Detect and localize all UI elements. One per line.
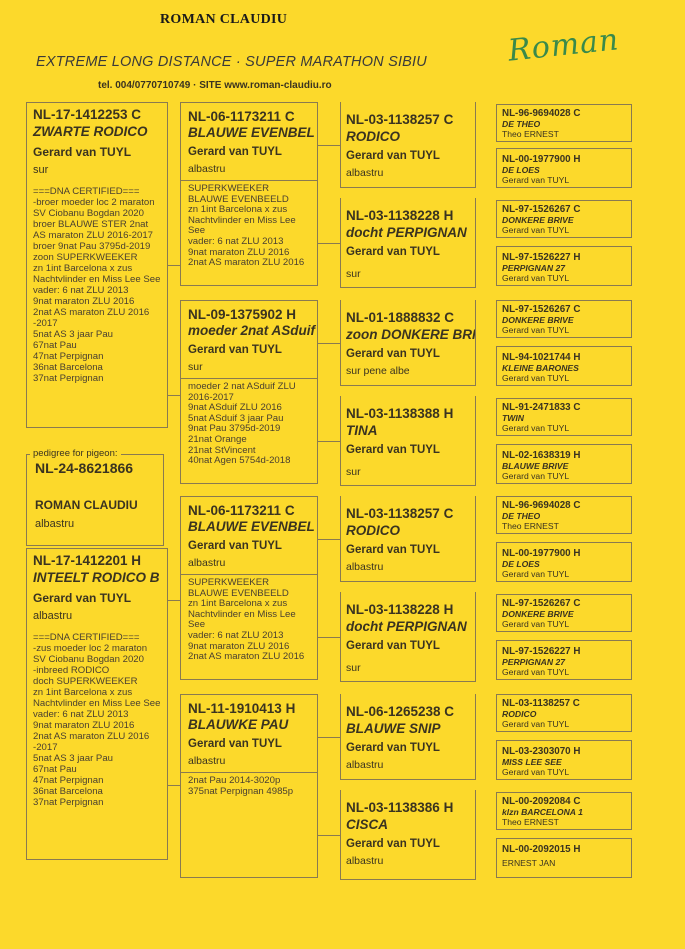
sire-box	[26, 102, 168, 428]
great-grandparent-box	[340, 396, 476, 486]
great-grandparent-box	[340, 198, 476, 288]
pigeon-breeder: Theo ERNEST	[502, 817, 559, 827]
pigeon-color: albastru	[346, 561, 384, 573]
pigeon-ring: NL-97-1526267 C	[502, 204, 581, 215]
pigeon-ring: NL-06-1173211 C	[188, 503, 295, 518]
header-contact: tel. 004/0770710749 · SITE www.roman-claudiu.ro	[98, 80, 332, 91]
pigeon-ring: NL-06-1173211 C	[188, 109, 295, 124]
great-grandparent-box	[340, 694, 476, 780]
gen4-box	[496, 346, 632, 386]
pigeon-ring: NL-00-1977900 H	[502, 548, 581, 559]
pigeon-breeder: Gerard van TUYL	[502, 667, 570, 677]
pigeon-breeder: Gerard van TUYL	[346, 150, 440, 162]
pigeon-ring: NL-00-2092015 H	[502, 844, 581, 855]
gen4-box	[496, 300, 632, 338]
pigeon-name: TINA	[346, 423, 378, 438]
pigeon-notes: SUPERKWEEKER BLAUWE EVENBEELD zn 1int Barcelona x zus Nachtvlinder en Miss Lee See vader: 6 nat ZLU 2013 9nat maraton ZLU 2016 2nat AS maraton ZLU 2016	[188, 183, 305, 269]
signature: Roman	[506, 22, 621, 69]
pigeon-breeder: Gerard van TUYL	[346, 640, 440, 652]
pigeon-notes: ===DNA CERTIFIED=== -zus moeder loc 2 maraton SV Ciobanu Bogdan 2020 -inbreed RODICO doch SUPERKWEEKER zn 1int Barcelona x zus Nachtvlinder en Miss Lee See vader: 6 nat ZLU 2013 9nat maraton ZLU 2016 2nat AS maraton ZLU 2016 -2017 5nat AS 3 jaar Pau 67nat Pau 47nat Perpignan 36nat Barcelona 37nat Perpignan	[33, 632, 161, 808]
pigeon-color: albastru	[188, 755, 226, 767]
gen4-box	[496, 838, 632, 878]
connector-line	[318, 637, 340, 638]
pigeon-ring: NL-11-1910413 H	[188, 701, 296, 716]
connector-line	[168, 395, 180, 396]
pigeon-breeder: Gerard van TUYL	[502, 569, 570, 579]
pigeon-name: RODICO	[346, 129, 400, 144]
pigeon-color: albastru	[33, 610, 73, 622]
pigeon-ring: NL-03-1138257 C	[346, 506, 454, 521]
divider	[181, 180, 317, 181]
pigeon-breeder: Gerard van TUYL	[346, 838, 440, 850]
pigeon-color: sur	[188, 361, 203, 373]
pigeon-name: klzn BARCELONA 1	[502, 807, 583, 817]
subject-box	[26, 454, 164, 546]
pigeon-breeder: Gerard van TUYL	[188, 540, 282, 552]
pigeon-ring: NL-03-1138257 C	[502, 698, 580, 709]
header-subtitle: EXTREME LONG DISTANCE · SUPER MARATHON SIBIU	[36, 54, 427, 70]
pigeon-name: DE LOES	[502, 165, 540, 175]
pigeon-name: BLAUWKE PAU	[188, 717, 289, 732]
connector-line	[318, 835, 340, 836]
pigeon-color: sur pene albe	[346, 365, 410, 377]
pigeon-breeder: Gerard van TUYL	[33, 591, 132, 605]
gen4-box	[496, 740, 632, 780]
pigeon-breeder: Gerard van TUYL	[346, 544, 440, 556]
connector-line	[318, 343, 340, 344]
gen4-box	[496, 200, 632, 238]
gen4-box	[496, 246, 632, 286]
pigeon-name: BLAUWE EVENBEL	[188, 125, 315, 140]
grandparent-box	[180, 496, 318, 680]
connector-line	[318, 737, 340, 738]
great-grandparent-box	[340, 592, 476, 682]
dam-box	[26, 548, 168, 860]
pigeon-color: sur	[346, 268, 361, 280]
pigeon-breeder: Gerard van TUYL	[502, 325, 570, 335]
gen4-box	[496, 640, 632, 680]
grandparent-box	[180, 300, 318, 484]
pigeon-ring: NL-97-1526267 C	[502, 304, 581, 315]
pigeon-breeder: Gerard van TUYL	[502, 719, 570, 729]
pigeon-breeder: Gerard van TUYL	[346, 444, 440, 456]
pigeon-breeder: Gerard van TUYL	[346, 742, 440, 754]
pigeon-breeder: Gerard van TUYL	[502, 225, 570, 235]
pigeon-ring: NL-03-2303070 H	[502, 746, 581, 757]
pigeon-breeder: Gerard van TUYL	[188, 738, 282, 750]
pigeon-breeder: Gerard van TUYL	[502, 423, 570, 433]
pigeon-breeder: Gerard van TUYL	[502, 471, 570, 481]
pigeon-name: MISS LEE SEE	[502, 757, 562, 767]
pigeon-name: RODICO	[502, 709, 537, 719]
pigeon-color: albastru	[346, 759, 384, 771]
gen4-box	[496, 444, 632, 484]
pigeon-name: PERPIGNAN 27	[502, 657, 566, 667]
pigeon-ring: NL-03-1138228 H	[346, 602, 454, 617]
pigeon-ring: NL-06-1265238 C	[346, 704, 455, 719]
pigeon-ring: NL-17-1412201 H	[33, 553, 142, 568]
pigeon-color: sur	[346, 466, 361, 478]
pigeon-notes: moeder 2 nat ASduif ZLU 2016-2017 9nat ASduif ZLU 2016 5nat ASduif 3 jaar Pau 9nat Pau 3795d-2019 21nat Orange 21nat StVincent 40nat Agen 5754d-2018	[188, 381, 296, 467]
pigeon-name: TWIN	[502, 413, 524, 423]
pigeon-breeder: Gerard van TUYL	[188, 146, 282, 158]
gen4-box	[496, 594, 632, 632]
pigeon-color: sur	[346, 662, 361, 674]
pigeon-name: moeder 2nat ASduif	[188, 323, 316, 338]
pigeon-name: BLAUWE EVENBEL	[188, 519, 315, 534]
connector-line	[168, 785, 180, 786]
subject-ring: NL-24-8621866	[35, 460, 134, 476]
pigeon-name: BLAUWE SNIP	[346, 721, 441, 736]
pigeon-breeder: Gerard van TUYL	[33, 145, 132, 159]
connector-line	[168, 265, 180, 266]
pigeon-ring: NL-97-1526227 H	[502, 646, 581, 657]
divider	[181, 378, 317, 379]
great-grandparent-box	[340, 496, 476, 582]
pigeon-breeder: Gerard van TUYL	[502, 273, 570, 283]
pigeon-name: DONKERE BRIVE	[502, 215, 574, 225]
pigeon-name: DONKERE BRIVE	[502, 315, 574, 325]
connector-line	[318, 145, 340, 146]
subject-color: albastru	[35, 518, 75, 530]
pigeon-name: RODICO	[346, 523, 400, 538]
pigeon-color: albastru	[346, 167, 384, 179]
pigeon-ring: NL-91-2471833 C	[502, 402, 581, 413]
breeder-name: ROMAN CLAUDIU	[160, 12, 288, 27]
pigeon-color: albastru	[188, 163, 226, 175]
pigeon-breeder: Gerard van TUYL	[346, 246, 440, 258]
gen4-box	[496, 542, 632, 582]
pigeon-ring: NL-09-1375902 H	[188, 307, 297, 322]
connector-line	[318, 243, 340, 244]
pigeon-name: BLAUWE BRIVE	[502, 461, 569, 471]
pigeon-notes: SUPERKWEEKER BLAUWE EVENBEELD zn 1int Barcelona x zus Nachtvlinder en Miss Lee See vader: 6 nat ZLU 2013 9nat maraton ZLU 2016 2nat AS maraton ZLU 2016	[188, 577, 305, 663]
pigeon-name: INTEELT RODICO B	[33, 570, 160, 585]
gen4-box	[496, 496, 632, 534]
pigeon-ring: NL-00-1977900 H	[502, 154, 581, 165]
great-grandparent-box	[340, 790, 476, 880]
connector-line	[318, 539, 340, 540]
pigeon-ring: NL-97-1526227 H	[502, 252, 581, 263]
pigeon-name: KLEINE BARONES	[502, 363, 579, 373]
grandparent-box	[180, 102, 318, 286]
pigeon-name: docht PERPIGNAN	[346, 619, 467, 634]
pigeon-notes: ===DNA CERTIFIED=== -broer moeder loc 2 maraton SV Ciobanu Bogdan 2020 broer BLAUWE STER 2nat AS maraton ZLU 2016-2017 broer 9nat Pau 3795d-2019 zoon SUPERKWEEKER zn 1int Barcelona x zus Nachtvlinder en Miss Lee See vader: 6 nat ZLU 2013 9nat maraton ZLU 2016 2nat AS maraton ZLU 2016 -2017 5nat AS 3 jaar Pau 67nat Pau 47nat Perpignan 36nat Barcelona 37nat Perpignan	[33, 186, 161, 384]
pigeon-ring: NL-03-1138228 H	[346, 208, 454, 223]
pigeon-breeder: Theo ERNEST	[502, 521, 559, 531]
pigeon-notes: 2nat Pau 2014-3020p 375nat Perpignan 4985p	[188, 775, 294, 797]
pigeon-breeder: Gerard van TUYL	[188, 344, 282, 356]
divider	[181, 574, 317, 575]
pigeon-breeder: Gerard van TUYL	[502, 619, 570, 629]
subject-label: pedigree for pigeon:	[30, 448, 121, 459]
pigeon-name: PERPIGNAN 27	[502, 263, 566, 273]
gen4-box	[496, 104, 632, 142]
subject-owner: ROMAN CLAUDIU	[35, 498, 138, 512]
connector-line	[168, 600, 180, 601]
pigeon-ring: NL-01-1888832 C	[346, 310, 455, 325]
pigeon-name: zoon DONKERE BRI	[346, 327, 476, 342]
gen4-box	[496, 792, 632, 830]
pigeon-color: albastru	[188, 557, 226, 569]
gen4-box	[496, 148, 632, 188]
pigeon-name: DE THEO	[502, 511, 541, 521]
grandparent-box	[180, 694, 318, 878]
pigeon-ring: NL-96-9694028 C	[502, 500, 581, 511]
pigeon-name: ZWARTE RODICO	[33, 124, 148, 139]
pigeon-color: albastru	[346, 855, 384, 867]
pigeon-name: CISCA	[346, 817, 389, 832]
pigeon-name: DE THEO	[502, 119, 541, 129]
divider	[181, 772, 317, 773]
pigeon-name: DE LOES	[502, 559, 540, 569]
pigeon-ring: NL-03-1138386 H	[346, 800, 454, 815]
pigeon-breeder: ERNEST JAN	[502, 858, 556, 868]
pigeon-name: DONKERE BRIVE	[502, 609, 574, 619]
pigeon-breeder: Theo ERNEST	[502, 129, 559, 139]
pigeon-color: sur	[33, 164, 49, 176]
gen4-box	[496, 694, 632, 732]
gen4-box	[496, 398, 632, 436]
pigeon-ring: NL-17-1412253 C	[33, 107, 142, 122]
pigeon-ring: NL-00-2092084 C	[502, 796, 581, 807]
pigeon-breeder: Gerard van TUYL	[346, 348, 440, 360]
pigeon-breeder: Gerard van TUYL	[502, 175, 570, 185]
pigeon-breeder: Gerard van TUYL	[502, 373, 570, 383]
pigeon-name: docht PERPIGNAN	[346, 225, 467, 240]
pigeon-ring: NL-02-1638319 H	[502, 450, 581, 461]
connector-line	[318, 441, 340, 442]
pigeon-breeder: Gerard van TUYL	[502, 767, 570, 777]
pigeon-ring: NL-03-1138257 C	[346, 112, 454, 127]
pigeon-ring: NL-03-1138388 H	[346, 406, 454, 421]
great-grandparent-box	[340, 300, 476, 386]
great-grandparent-box	[340, 102, 476, 188]
pigeon-ring: NL-97-1526267 C	[502, 598, 581, 609]
pigeon-ring: NL-96-9694028 C	[502, 108, 581, 119]
pigeon-ring: NL-94-1021744 H	[502, 352, 581, 363]
